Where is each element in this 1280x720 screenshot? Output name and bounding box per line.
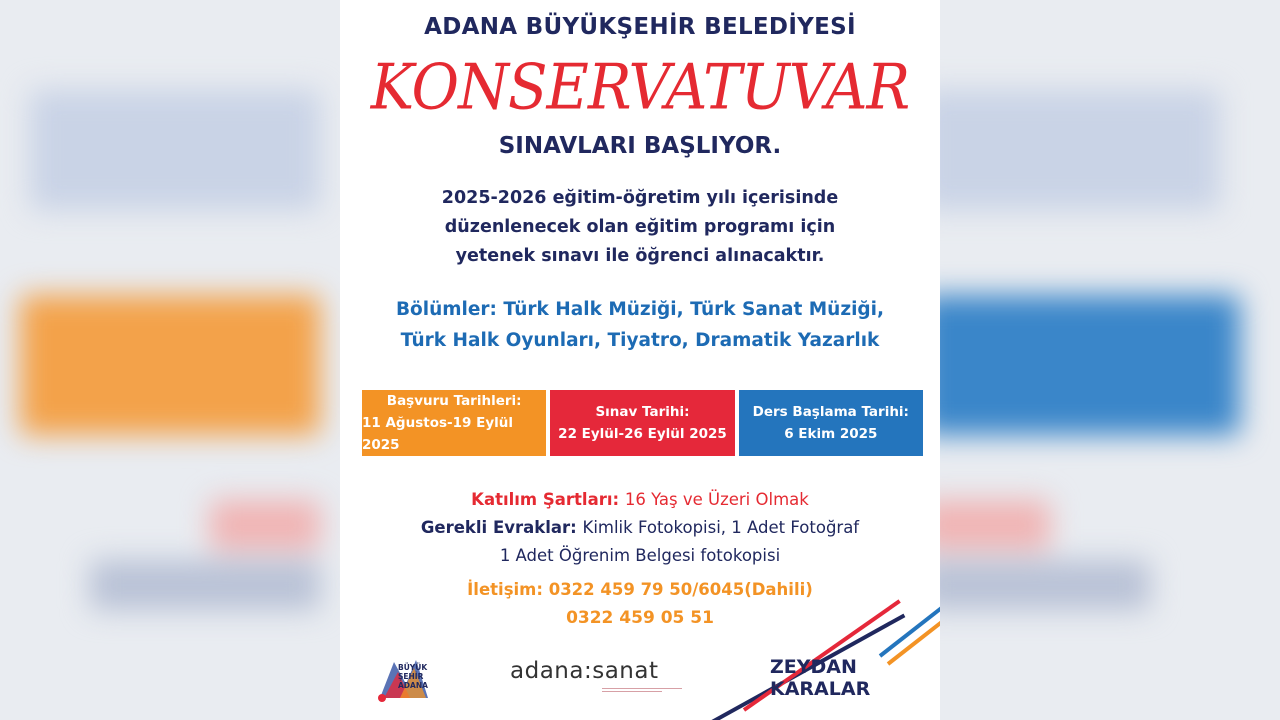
bg-blur-orange-band (20, 295, 320, 435)
sub-title: SINAVLARI BAŞLIYOR. (498, 133, 782, 159)
contact-phone1: 0322 459 79 50/6045(Dahili) (548, 580, 813, 599)
departments-line1: Türk Halk Müziği, Türk Sanat Müziği, (503, 299, 885, 320)
contact-phone2: 0322 459 05 51 (566, 608, 714, 628)
description-line: yetenek sınavı ile öğrenci alınacaktır. (455, 246, 825, 266)
box-value: 6 Ekim 2025 (784, 426, 878, 442)
bg-blur-blue-band (920, 295, 1240, 435)
participation-value: 16 Yaş ve Üzeri Olmak (624, 490, 809, 509)
bg-blur-left-text (30, 90, 320, 210)
box-title: Ders Başlama Tarihi: (752, 404, 909, 420)
documents-line1: Kimlik Fotokopisi, 1 Adet Fotoğraf (582, 518, 860, 537)
decorative-title: KONSERVATUVAR (370, 50, 910, 124)
date-boxes (362, 390, 923, 456)
box-value: 22 Eylül-26 Eylül 2025 (558, 426, 727, 442)
bsa-line: ŞEHİR (398, 672, 424, 681)
exam-date-box (550, 390, 734, 456)
description (340, 184, 940, 271)
bsa-line: ADANA (398, 681, 428, 690)
box-title: Başvuru Tarihleri: (386, 393, 522, 409)
zk-line1: ZEYDAN (770, 656, 857, 678)
box-title: Sınav Tarihi: (595, 404, 690, 420)
conditions (340, 486, 940, 604)
departments-label: Bölümler: (395, 299, 497, 320)
bsa-line: BÜYÜK (398, 663, 428, 672)
box-value: 11 Ağustos-19 Eylül 2025 (362, 415, 513, 453)
conservatory-poster (340, 0, 940, 720)
bg-blur-red-left (210, 500, 320, 550)
description-line: düzenlenecek olan eğitim programı için (444, 217, 836, 237)
departments (340, 294, 940, 356)
adana-sanat-subtext (602, 688, 682, 694)
participation-label: Katılım Şartları: (471, 490, 620, 509)
zeydan-karalar-logo (770, 656, 870, 700)
adana-sanat-logo: adana:sanat (510, 658, 659, 684)
contact-label: İletişim: (467, 580, 543, 599)
departments-line2: Türk Halk Oyunları, Tiyatro, Dramatik Yazarlık (400, 330, 880, 351)
logo-row (340, 648, 940, 720)
application-dates-box (362, 390, 546, 456)
buyuksehir-adana-text (398, 663, 428, 690)
documents-line2: 1 Adet Öğrenim Belgesi fotokopisi (499, 546, 781, 565)
zk-line2: KARALAR (770, 678, 871, 700)
documents-label: Gerekli Evraklar: (420, 518, 577, 537)
org-title: ADANA BÜYÜKŞEHİR BELEDİYESİ (424, 14, 856, 40)
bg-blur-navy-right (920, 560, 1150, 610)
class-start-box (739, 390, 923, 456)
description-line: 2025-2026 eğitim-öğretim yılı içerisinde (441, 188, 839, 208)
bg-blur-right-text (920, 90, 1220, 210)
bg-blur-navy-left (90, 560, 320, 610)
